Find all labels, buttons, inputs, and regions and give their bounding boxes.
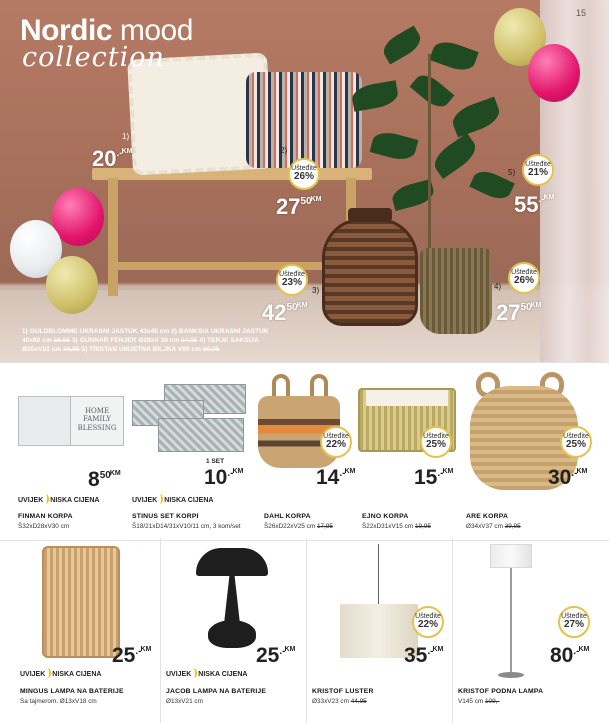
product-name: ARE KORPA — [466, 513, 509, 520]
savings-badge: Ušteđite 26% — [508, 262, 540, 294]
product-dimensions: Ø13xV21 cm — [166, 698, 203, 705]
price-tag: $14^{.-KM}$ — [316, 466, 356, 489]
product-dimensions: Š18/21xD14/31xV10/11 cm, 3 kom/set — [132, 523, 241, 530]
item-number: 5) — [508, 168, 516, 177]
savings-badge: Ušteđite 26% — [288, 158, 320, 190]
product-name: KRISTOF LUSTER — [312, 688, 374, 695]
savings-badge: Ušteđite 23% — [276, 264, 308, 296]
savings-badge: Ušteđite 22% — [320, 426, 352, 458]
savings-badge: Ušteđite 27% — [558, 606, 590, 638]
price-tag: $30^{.-KM}$ — [548, 466, 588, 489]
price-tag: $20^{.-KM}$ — [92, 146, 133, 171]
set-label: 1 SET — [206, 458, 225, 465]
product-dimensions: V145 cm 109,- — [458, 698, 500, 705]
page-subtitle: collection — [22, 42, 165, 73]
savings-badge: Ušteđite 25% — [560, 426, 592, 458]
divider — [306, 538, 307, 723]
price-tag: $10^{.-KM}$ — [204, 466, 244, 489]
product-dimensions: Š22xD31xV15 cm 19,95 — [362, 523, 431, 530]
product-image-stinus — [132, 384, 252, 464]
price-tag: $42^{50KM}$ — [262, 300, 308, 325]
price-tag: $80^{.-KM}$ — [550, 644, 590, 667]
divider — [160, 538, 161, 723]
divider — [0, 362, 609, 363]
product-image-finman: HOME FAMILY BLESSING — [18, 396, 126, 450]
terje-plant-pot — [420, 248, 492, 334]
always-low-price-label: UVIJEK NISKA CIJENA — [132, 494, 213, 504]
item-number: 4) — [494, 282, 502, 291]
product-dimensions: Ø33xV23 cm 44,95 — [312, 698, 367, 705]
gunnar-lantern — [322, 218, 418, 326]
lantern-top — [348, 208, 392, 222]
price-tag: $15^{.-KM}$ — [414, 466, 454, 489]
price-tag: $55^{.-KM}$ — [514, 192, 555, 217]
product-image-kristof-floor-lamp — [490, 544, 534, 684]
item-number: 3) — [312, 286, 320, 295]
price-tag: $27^{50KM}$ — [276, 194, 322, 219]
savings-badge: Ušteđite 21% — [522, 154, 554, 186]
page-number: 15 — [576, 8, 587, 18]
product-name: MINGUS LAMPA NA BATERIJE — [20, 688, 124, 695]
always-low-price-label: UVIJEK NISKA CIJENA — [20, 668, 101, 678]
price-tag: $25^{.-KM}$ — [112, 644, 152, 667]
savings-badge: Ušteđite 25% — [420, 426, 452, 458]
product-dimensions: Š32xD28xV30 cm — [18, 523, 70, 530]
item-number: 2) — [280, 146, 288, 155]
always-low-price-label: UVIJEK NISKA CIJENA — [18, 494, 99, 504]
balloon-pink — [528, 44, 580, 102]
divider — [452, 538, 453, 723]
product-image-jacob — [196, 548, 268, 652]
divider — [0, 540, 609, 541]
product-name: FINMAN KORPA — [18, 513, 73, 520]
product-name: STINUS SET KORPI — [132, 513, 199, 520]
product-image-mingus — [42, 546, 120, 658]
product-name: DAHL KORPA — [264, 513, 311, 520]
price-tag: $25^{.-KM}$ — [256, 644, 296, 667]
product-legend: 1) GULDBLOMME UKRASNI JASTUK 43x45 cm 2) BANKSIA UKRASNI JASTUK 40x60 cm 36,95 3) GUNNAR FENJER Ø28xV 38 cm 54,95 4) TERJE SAKSIJA Ø25xV22 cm 36,95 5) TRISTAN UMJETNA BILJKA V90 cm 69,95 — [22, 328, 269, 353]
bench-bar — [110, 262, 350, 270]
product-dimensions: Š26xD22xV25 cm 17,95 — [264, 523, 333, 530]
product-name: JACOB LAMPA NA BATERIJE — [166, 688, 267, 695]
page-title: Nordic mood — [20, 14, 193, 47]
balloon-gold — [46, 256, 98, 314]
price-tag: $35^{.-KM}$ — [404, 644, 444, 667]
item-number: 1) — [122, 132, 130, 141]
product-dimensions: Sa tajmerom. Ø13xV18 cm — [20, 698, 97, 705]
price-tag: $27^{50KM}$ — [496, 300, 542, 325]
product-name: EJNO KORPA — [362, 513, 409, 520]
bench-leg — [108, 178, 118, 296]
savings-badge: Ušteđite 22% — [412, 606, 444, 638]
product-dimensions: Ø34xV37 cm 39,95 — [466, 523, 521, 530]
price-tag: $8^{50KM}$ — [88, 468, 121, 491]
product-name: KRISTOF PODNA LAMPA — [458, 688, 544, 695]
always-low-price-label: UVIJEK NISKA CIJENA — [166, 668, 247, 678]
